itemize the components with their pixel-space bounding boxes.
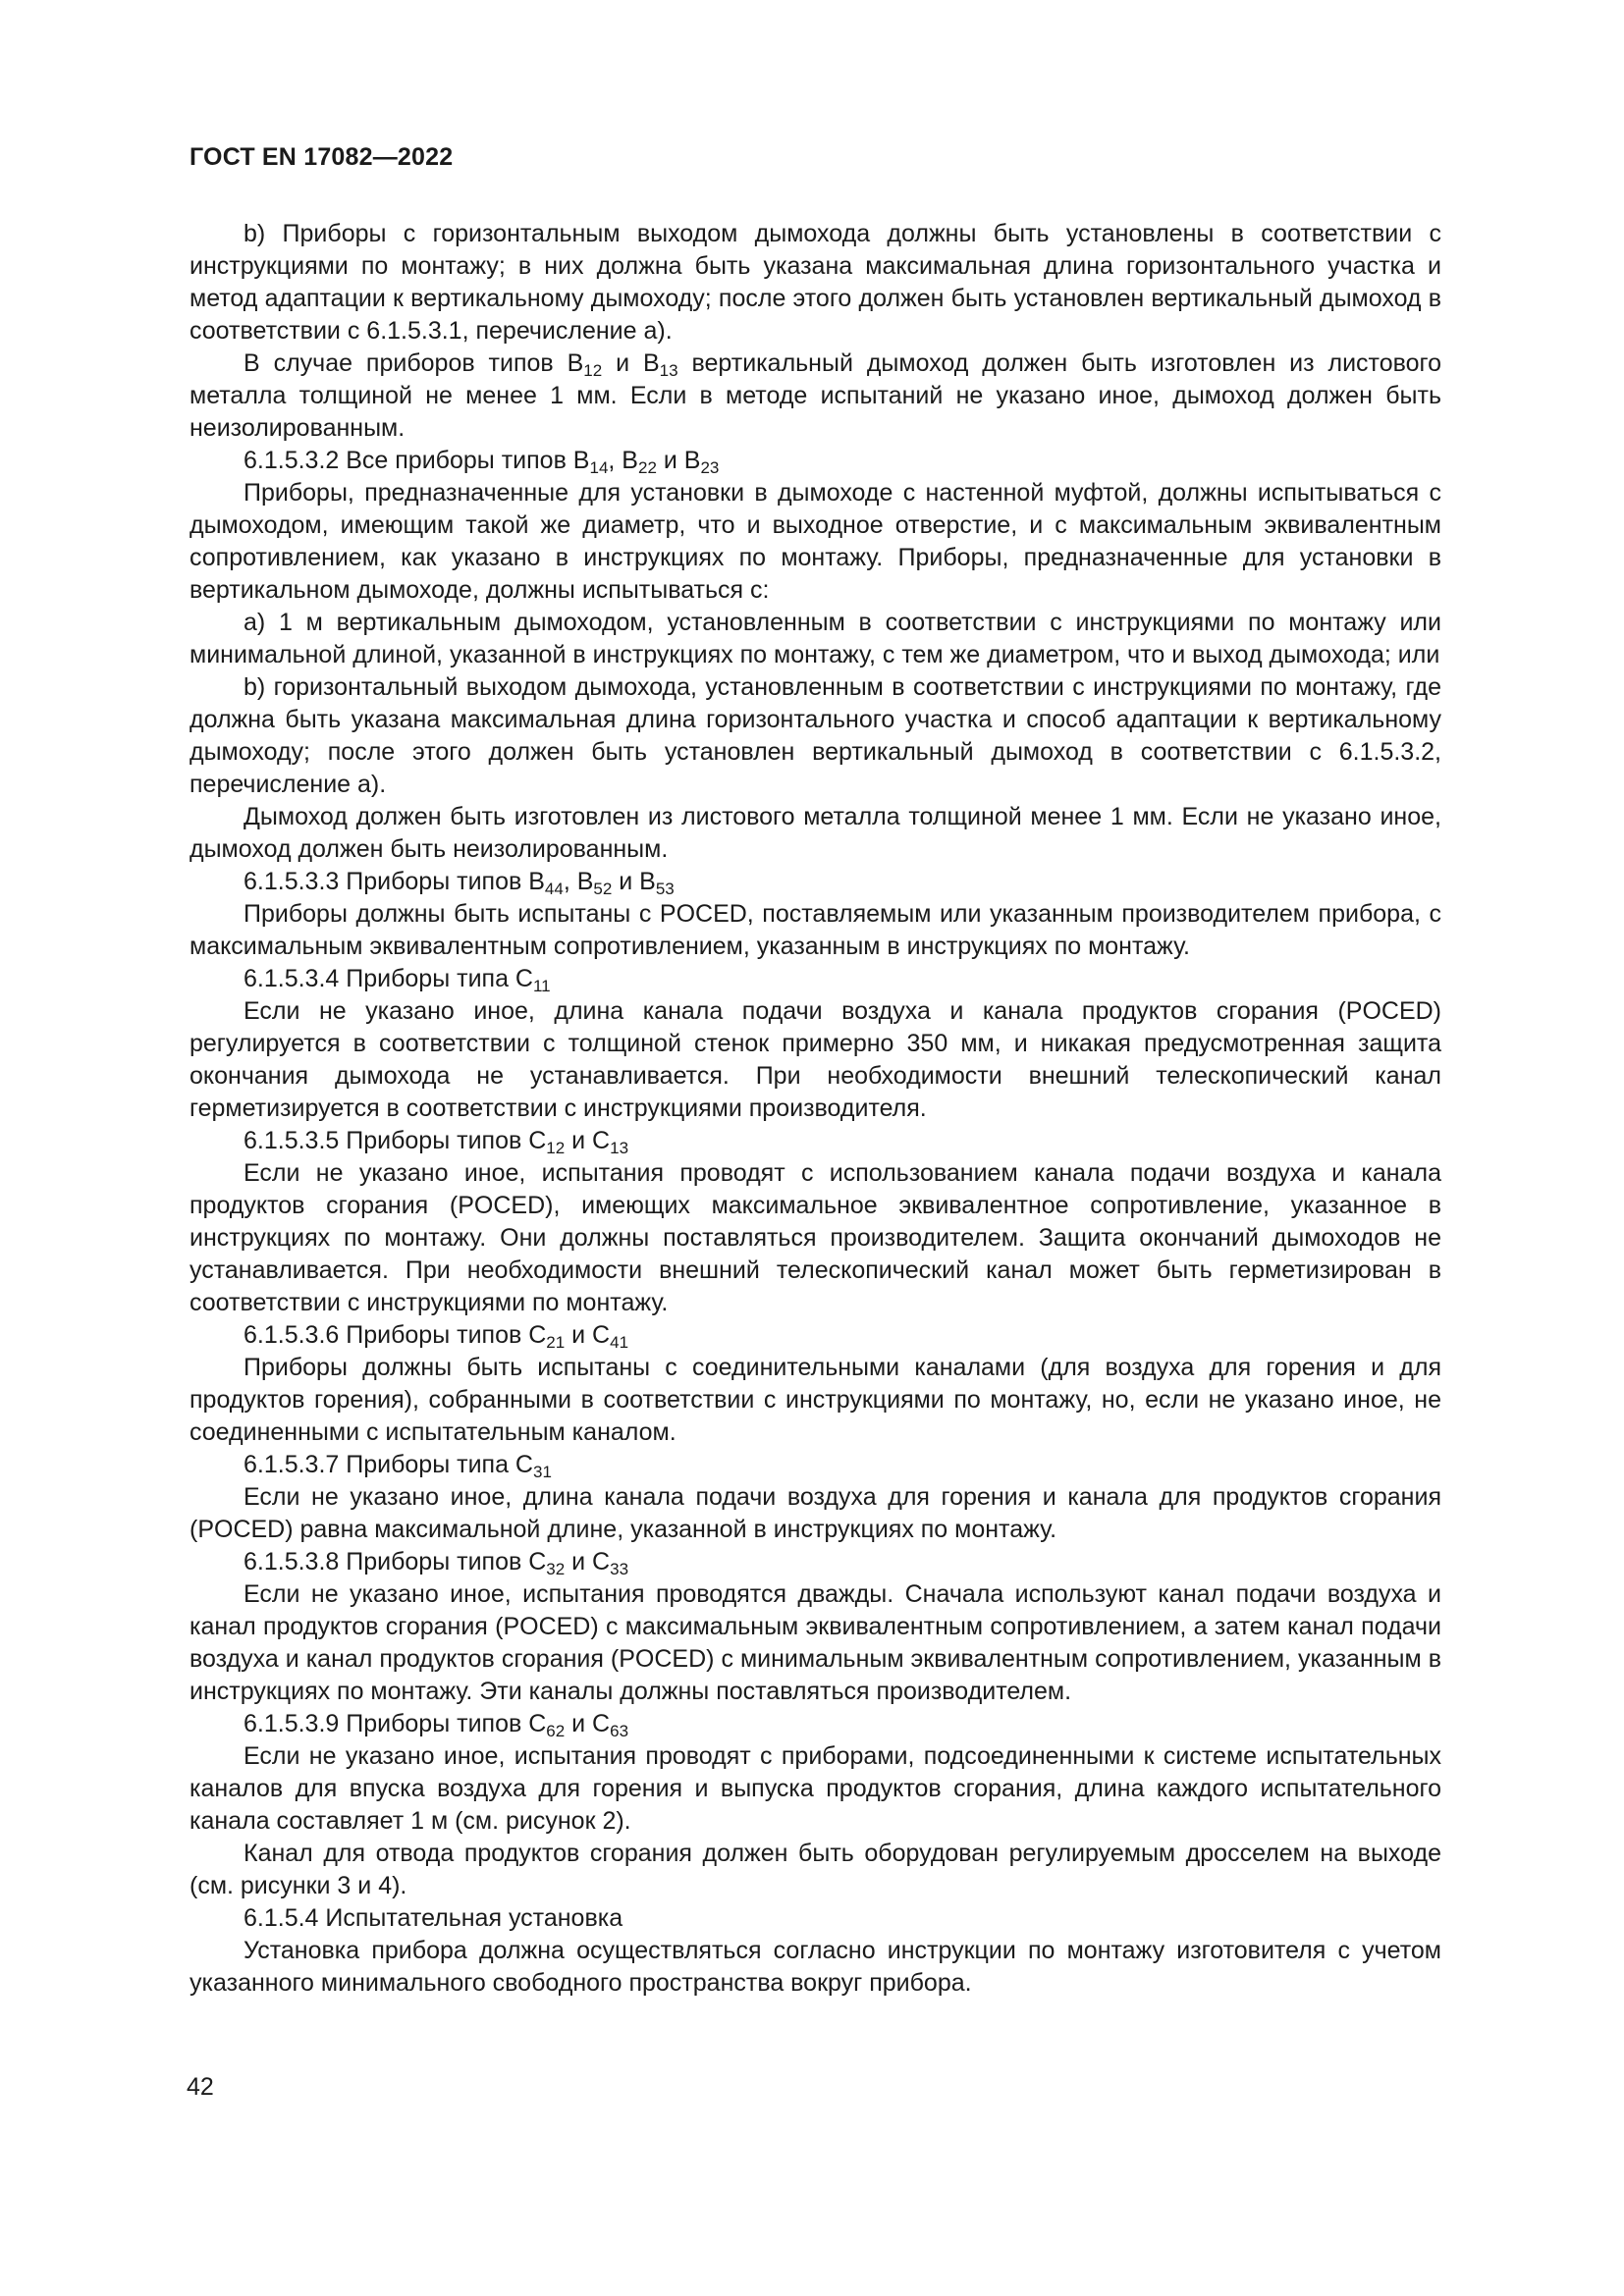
- subscript: 12: [583, 360, 603, 380]
- paragraph: Приборы, предназначенные для установки в дымоходе с настенной муфтой, должны испытываться с дымоходом, имеющим такой же диаметр, что и выходное отверстие, и с максимальным эквивалентным сопротивлением, как указано в инструкциях по монтажу. Приборы, предназначенные для установки в вертикальном дымоходе, должны испытываться с:: [189, 479, 1441, 604]
- document-header: ГОСТ EN 17082—2022: [189, 143, 454, 171]
- subscript: 41: [610, 1332, 629, 1352]
- subscript: 63: [610, 1721, 629, 1740]
- subscript: 21: [546, 1332, 566, 1352]
- subscript: 33: [610, 1559, 629, 1578]
- paragraph: Приборы должны быть испытаны с соединительными каналами (для воздуха для горения и для продуктов горения), собранными в соответствии с инструкциями по монтажу, но, если не указано иное, не соединенными с испытательным каналом.: [189, 1354, 1441, 1446]
- subscript: 32: [546, 1559, 566, 1578]
- paragraph: 6.1.5.3.7 Приборы типа $C_{31}$: [244, 1451, 552, 1481]
- paragraph: b) горизонтальный выходом дымохода, установленным в соответствии с инструкциями по монтажу, где должна быть указана максимальная длина горизонтального участка и способ адаптации к вертикальному дымоходу; после этого должен быть установлен вертикальный дымоход в соответствии с 6.1.5.3.2, перечисление а).: [189, 673, 1441, 798]
- page-number: 42: [187, 2073, 214, 2101]
- subscript: 13: [610, 1138, 629, 1157]
- paragraph: a) 1 м вертикальным дымоходом, установленным в соответствии с инструкциями по монтажу или минимальной длиной, указанной в инструкциях по монтажу, с тем же диаметром, что и выход дымохода; или: [189, 609, 1441, 668]
- paragraph: 6.1.5.4 Испытательная установка: [244, 1904, 623, 1932]
- paragraph: Приборы должны быть испытаны с POCED, поставляемым или указанным производителем прибора, с максимальным эквивалентным сопротивлением, указанным в инструкциях по монтажу.: [189, 900, 1441, 960]
- subscript: 44: [544, 879, 564, 898]
- paragraph: В случае приборов типов $B_{12}$ и $B_{13}$ вертикальный дымоход должен быть изготовлен из листового металла толщиной не менее 1 мм. Если в методе испытаний не указано иное, дымоход должен быть неизолированным.: [189, 349, 1441, 442]
- subscript: 53: [655, 879, 675, 898]
- paragraph: b) Приборы с горизонтальным выходом дымохода должны быть установлены в соответствии с инструкциями по монтажу; в них должна быть указана максимальная длина горизонтального участка и метод адаптации к вертикальному дымоходу; после этого должен быть установлен вертикальный дымоход в соответствии с 6.1.5.3.1, перечисление а).: [189, 220, 1441, 345]
- paragraph: Если не указано иное, испытания проводятся дважды. Сначала используют канал подачи воздуха и канал продуктов сгорания (POCED) с максимальным эквивалентным сопротивлением, а затем канал подачи воздуха и канал продуктов сгорания (POCED) с минимальным эквивалентным сопротивлением, указанным в инструкциях по монтажу. Эти каналы должны поставляться производителем.: [189, 1580, 1441, 1705]
- paragraph: 6.1.5.3.3 Приборы типов $B_{44}$, $B_{52}$ и $B_{53}$: [244, 868, 675, 898]
- paragraph: Если не указано иное, испытания проводят с приборами, подсоединенными к системе испытательных каналов для впуска воздуха для горения и выпуска продуктов сгорания, длина каждого испытательного канала составляет 1 м (см. рисунок 2).: [189, 1742, 1441, 1835]
- paragraph: 6.1.5.3.8 Приборы типов $C_{32}$ и $C_{33}$: [244, 1548, 629, 1578]
- paragraph: Если не указано иное, длина канала подачи воздуха и канала продуктов сгорания (POCED) регулируется в соответствии с толщиной стенок примерно 350 мм, и никакая предусмотренная защита окончания дымохода не устанавливается. При необходимости внешний телескопический канал герметизируется в соответствии с инструкциями производителя.: [189, 997, 1441, 1122]
- subscript: 62: [546, 1721, 566, 1740]
- subscript: 52: [593, 879, 613, 898]
- paragraph: Если не указано иное, длина канала подачи воздуха для горения и канала для продуктов сгорания (POCED) равна максимальной длине, указанной в инструкциях по монтажу.: [189, 1483, 1441, 1543]
- paragraph: Канал для отвода продуктов сгорания должен быть оборудован регулируемым дросселем на выходе (см. рисунки 3 и 4).: [189, 1840, 1441, 1899]
- subscript: 23: [700, 457, 720, 477]
- paragraph: Установка прибора должна осуществляться согласно инструкции по монтажу изготовителя с учетом указанного минимального свободного пространства вокруг прибора.: [189, 1937, 1441, 1997]
- subscript: 13: [659, 360, 678, 380]
- subscript: 14: [589, 457, 609, 477]
- subscript: 22: [637, 457, 657, 477]
- subscript: 12: [546, 1138, 566, 1157]
- subscript: 11: [532, 976, 551, 995]
- document-body: [189, 218, 1441, 2000]
- paragraph: 6.1.5.3.5 Приборы типов $C_{12}$ и $C_{13}$: [244, 1127, 629, 1157]
- paragraph: Если не указано иное, испытания проводят с использованием канала подачи воздуха и канала продуктов сгорания (POCED), имеющих максимальное эквивалентное сопротивление, указанное в инструкциях по монтажу. Они должны поставляться производителем. Защита окончаний дымоходов не устанавливается. При необходимости внешний телескопический канал может быть герметизирован в соответствии с инструкциями по монтажу.: [189, 1159, 1441, 1316]
- paragraph: 6.1.5.3.2 Все приборы типов $B_{14}$, $B_{22}$ и $B_{23}$: [244, 447, 720, 477]
- paragraph: Дымоход должен быть изготовлен из листового металла толщиной менее 1 мм. Если не указано иное, дымоход должен быть неизолированным.: [189, 803, 1441, 863]
- paragraph: 6.1.5.3.6 Приборы типов $C_{21}$ и $C_{41}$: [244, 1321, 629, 1352]
- paragraph: 6.1.5.3.4 Приборы типа $C_{11}$: [244, 965, 551, 995]
- subscript: 31: [532, 1462, 552, 1481]
- paragraph: 6.1.5.3.9 Приборы типов $C_{62}$ и $C_{63}$: [244, 1710, 629, 1740]
